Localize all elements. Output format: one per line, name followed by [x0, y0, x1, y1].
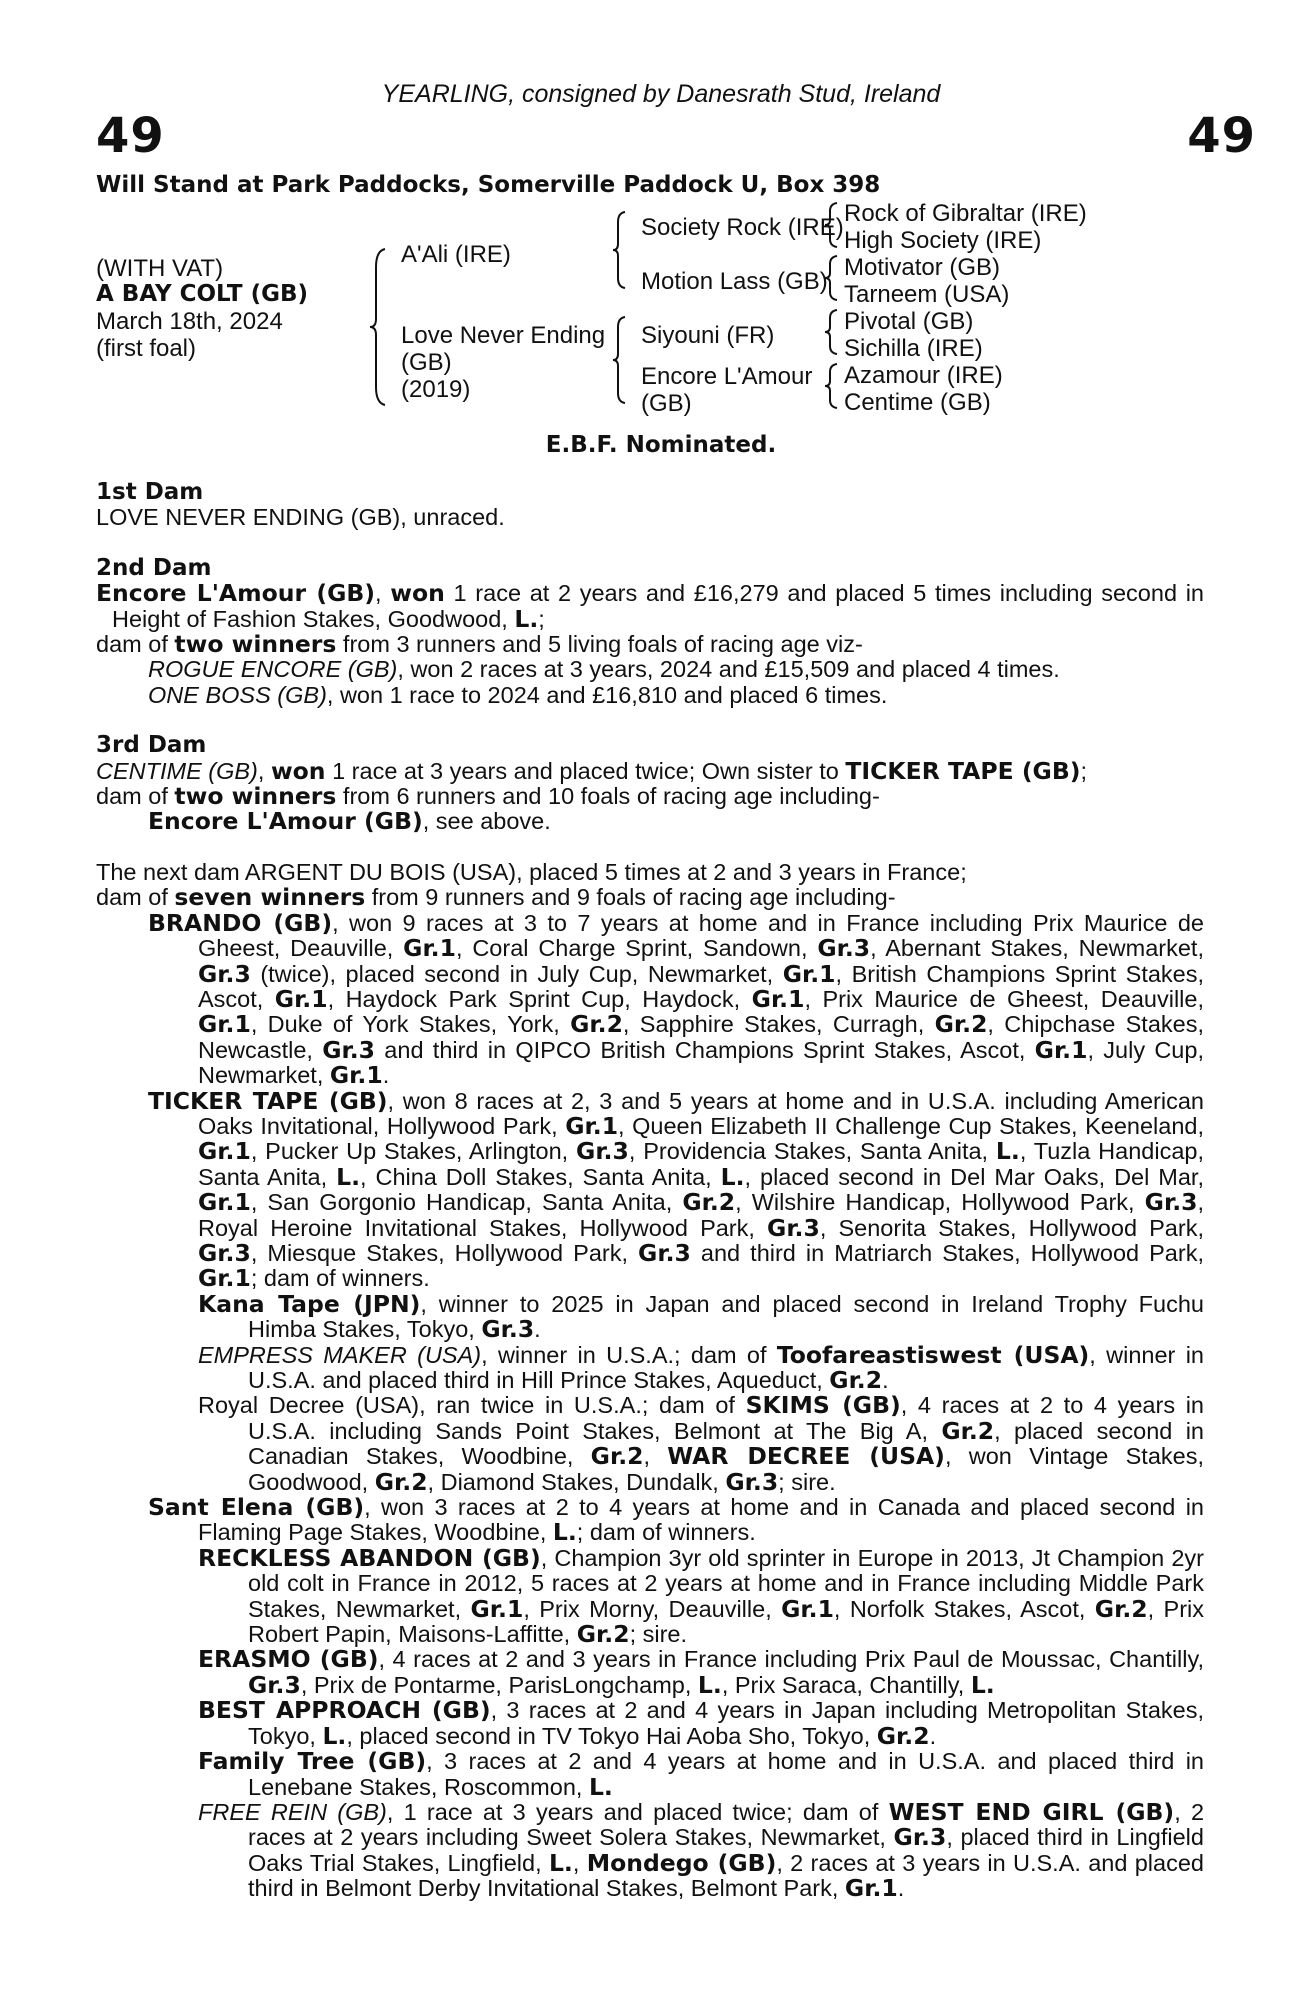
- second-dam-progeny-2: ONE BOSS (GB), won 1 race to 2024 and £16,810 and placed 6 times.: [148, 681, 888, 708]
- sire-name: A'Ali (IRE): [401, 241, 511, 268]
- text-segment: SKIMS (GB): [745, 1391, 901, 1420]
- gen3-sds: Motivator (GB): [844, 254, 1001, 281]
- horse-name: A BAY COLT (GB): [96, 281, 309, 307]
- text-segment: Gr.3: [1144, 1188, 1198, 1217]
- entry-best-approach: BEST APPROACH (GB), 3 races at 2 and 4 years in Japan including Metropolitan Stakes, Tokyo, L., placed second in TV Tokyo Hai Aoba Sho, Tokyo, Gr.2.: [198, 1696, 1205, 1750]
- text-segment: (twice), placed second in July Cup, Newmarket,: [250, 960, 783, 987]
- text-segment: , July Cup, Newmarket,: [198, 1036, 1204, 1089]
- text-segment: .: [882, 1367, 889, 1393]
- text-segment: , Champion 3yr old sprinter in Europe in 2013, Jt Champion 2yr old colt in France in 2012, 5 races at 2 years at home and in France including Middle Park Stakes, Newmarket,: [248, 1544, 1204, 1622]
- text-segment: , Abernant Stakes, Newmarket,: [870, 935, 1204, 962]
- text-segment: WAR DECREE (USA): [667, 1442, 945, 1471]
- text-segment: , Tuzla Handicap, Santa Anita,: [198, 1138, 1204, 1190]
- text-segment: ,: [643, 1443, 668, 1470]
- entry-royal-decree: [96, 1393, 1204, 1495]
- foaled-date: March 18th, 2024: [96, 308, 283, 335]
- text-segment: , Queen Elizabeth II Challenge Cup Stakes, Keeneland,: [618, 1112, 1205, 1139]
- text-segment: , winner in U.S.A. and placed third in Hill Prince Stakes, Aqueduct,: [248, 1341, 1204, 1393]
- text-segment: ,: [572, 1849, 587, 1876]
- text-segment: , won Vintage Stakes, Goodwood,: [248, 1443, 1204, 1495]
- text-segment: Gr.3: [638, 1238, 691, 1267]
- text-segment: Gr.2: [829, 1366, 883, 1394]
- gen3-ddd: Centime (GB): [844, 389, 991, 416]
- gen3-ssd: High Society (IRE): [844, 227, 1042, 254]
- entry-reckless-abandon: RECKLESS ABANDON (GB), Champion 3yr old sprinter in Europe in 2013, Jt Champion 2yr old colt in France in 2012, 5 races at 2 years at home and in France including Middle Park Stakes, Newmarket, Gr.1, Prix Morny, Deauville, Gr.1, Norfolk Stakes, Ascot, Gr.2, Prix Robert Papin, Maisons-Laffitte, Gr.2; sire.: [198, 1543, 1204, 1649]
- text-segment: Gr.1: [751, 984, 805, 1013]
- sire-sire: Society Rock (IRE): [641, 214, 844, 241]
- gen3-sdd: Tarneem (USA): [844, 281, 1010, 308]
- text-segment: Gr.1: [470, 1594, 524, 1623]
- text-segment: .: [382, 1062, 390, 1089]
- text-segment: Gr.2: [941, 1416, 995, 1445]
- entry-erasmo: ERASMO (GB), 4 races at 2 and 3 years in France including Prix Paul de Moussac, Chantilly, Gr.3, Prix de Pontarme, ParisLongchamp, L., Prix Saraca, Chantilly, L.: [198, 1645, 1204, 1699]
- text-segment: Gr.3: [198, 959, 251, 988]
- text-segment: and third in QIPCO British Champions Sprint Stakes, Ascot,: [375, 1036, 1035, 1063]
- text-segment: Gr.1: [274, 984, 328, 1013]
- entry-brando: BRANDO (GB), won 9 races at 3 to 7 years at home and in France including Prix Maurice de Gheest, Deauville, Gr.1, Coral Charge Sprint, Sandown, Gr.3, Abernant Stakes, Newmarket, Gr.3 (twice), placed second in July Cup, Newmarket, Gr.1, British Champions Sprint Stakes, Ascot, Gr.1, Haydock Park Sprint Cup, Haydock, Gr.1, Prix Maurice de Gheest, Deauville, Gr.1, Duke of York Stakes, York, Gr.2, Sapphire Stakes, Curragh, Gr.2, Chipchase Stakes, Newcastle, Gr.3 and third in QIPCO British Champions Sprint Stakes, Ascot, Gr.1, July Cup, Newmarket, Gr.1.: [148, 908, 1205, 1090]
- third-dam-title: 3rd Dam: [96, 732, 207, 759]
- text-segment: Gr.3: [725, 1467, 779, 1496]
- text-segment: L.: [995, 1137, 1020, 1166]
- text-segment: , Prix Maurice de Gheest, Deauville,: [804, 985, 1204, 1012]
- text-segment: Gr.3: [481, 1315, 535, 1344]
- next-dam-produce: dam of seven winners from 9 runners and 9 foals of racing age including-: [96, 883, 896, 912]
- text-segment: ; sire.: [629, 1621, 688, 1648]
- text-segment: , winner to 2025 in Japan and placed second in Ireland Trophy Fuchu Himba Stakes, Tokyo,: [248, 1290, 1204, 1343]
- text-segment: , Providencia Stakes, Santa Anita,: [628, 1138, 996, 1165]
- text-segment: Gr.1: [565, 1111, 619, 1140]
- text-segment: Gr.3: [322, 1035, 376, 1064]
- text-segment: Gr.3: [576, 1137, 629, 1166]
- text-segment: .: [929, 1722, 937, 1749]
- text-segment: Gr.3: [248, 1670, 301, 1699]
- second-dam-record: Encore L'Amour (GB), won 1 race at 2 years and £16,279 and placed 5 times including second in Height of Fashion Stakes, Goodwood, L.;: [96, 579, 1204, 633]
- text-segment: , 3 races at 2 and 4 years in Japan including Metropolitan Stakes, Tokyo,: [248, 1697, 1205, 1749]
- text-segment: , won 8 races at 2, 3 and 5 years at home and in U.S.A. including American Oaks Invitational, Hollywood Park,: [198, 1087, 1204, 1139]
- text-segment: , placed second in Canadian Stakes, Woodbine,: [248, 1417, 1204, 1470]
- text-segment: , placed third in Lingfield Oaks Trial Stakes, Lingfield,: [248, 1824, 1204, 1876]
- text-segment: , won 9 races at 3 to 7 years at home and in France including Prix Maurice de Gheest, Deauville,: [198, 909, 1204, 962]
- text-segment: , Coral Charge Sprint, Sandown,: [455, 935, 818, 962]
- lot-number-right: 49: [1187, 108, 1256, 164]
- text-segment: , Pucker Up Stakes, Arlington,: [250, 1138, 577, 1165]
- text-segment: L.: [720, 1162, 745, 1191]
- catalogue-body: [96, 480, 1204, 1902]
- text-segment: and third in Matriarch Stakes, Hollywood Park,: [690, 1239, 1204, 1266]
- text-segment: Toofareastiswest (USA): [776, 1340, 1090, 1369]
- third-dam-record: CENTIME (GB), won 1 race at 3 years and placed twice; Own sister to TICKER TAPE (GB);: [96, 756, 1088, 785]
- text-segment: , placed second in Del Mar Oaks, Del Mar,: [744, 1163, 1204, 1190]
- entry-kana-tape: Kana Tape (JPN), winner to 2025 in Japan and placed second in Ireland Trophy Fuchu Himba Stakes, Tokyo, Gr.3.: [198, 1289, 1204, 1344]
- text-segment: , China Doll Stakes, Santa Anita,: [360, 1163, 721, 1190]
- text-segment: , British Champions Sprint Stakes, Ascot,: [198, 960, 1205, 1012]
- text-segment: , Wilshire Handicap, Hollywood Park,: [735, 1189, 1145, 1216]
- catalogue-page: [96, 0, 1256, 2000]
- text-segment: Gr.3: [893, 1823, 947, 1852]
- text-segment: , Prix de Pontarme, ParisLongchamp,: [300, 1671, 698, 1698]
- entry-family-tree: Family Tree (GB), 3 races at 2 and 4 years at home and in U.S.A. and placed third in Lenebane Stakes, Roscommon, L.: [198, 1747, 1204, 1801]
- text-segment: , winner in U.S.A.; dam of: [481, 1341, 777, 1368]
- text-segment: L.: [697, 1670, 722, 1699]
- text-segment: Gr.2: [934, 1010, 988, 1039]
- text-segment: ; sire.: [778, 1468, 836, 1495]
- vat-note: (WITH VAT): [96, 255, 224, 282]
- text-segment: Gr.2: [570, 1010, 623, 1039]
- text-segment: Gr.1: [198, 1137, 251, 1166]
- text-segment: , Haydock Park Sprint Cup, Haydock,: [327, 985, 752, 1012]
- brace-gen2-dam: [611, 315, 627, 405]
- text-segment: , Prix Saraca, Chantilly,: [721, 1671, 971, 1698]
- sire-dam: Motion Lass (GB): [641, 268, 828, 295]
- text-segment: WEST END GIRL (GB): [888, 1797, 1175, 1826]
- text-segment: , Prix Morny, Deauville,: [523, 1595, 782, 1622]
- text-segment: Gr.3: [817, 934, 871, 963]
- second-dam-progeny-1: ROGUE ENCORE (GB), won 2 races at 3 years, 2024 and £15,509 and placed 4 times.: [148, 656, 1060, 683]
- text-segment: Gr.2: [590, 1442, 644, 1471]
- text-segment: , placed second in TV Tokyo Hai Aoba Sho, Tokyo,: [346, 1722, 877, 1749]
- dam-dam-line2: (GB): [641, 390, 692, 417]
- text-segment: , San Gorgonio Handicap, Santa Anita,: [250, 1189, 683, 1216]
- gen3-dds: Azamour (IRE): [844, 362, 1003, 389]
- second-dam-title: 2nd Dam: [96, 554, 212, 581]
- text-segment: Royal Decree (USA), ran twice in U.S.A.; dam of: [198, 1392, 746, 1419]
- gen3-dsd: Sichilla (IRE): [844, 335, 983, 362]
- text-segment: Gr.1: [198, 1188, 251, 1217]
- text-segment: Gr.1: [198, 1264, 251, 1293]
- text-segment: Mondego (GB): [586, 1848, 777, 1877]
- text-segment: L.: [548, 1848, 573, 1877]
- entry-sant-elena: Sant Elena (GB), won 3 races at 2 to 4 years at home and in Canada and placed second in Flaming Page Stakes, Woodbine, L.; dam of winners.: [148, 1493, 1204, 1547]
- text-segment: , 2 races at 3 years in U.S.A. and placed third in Belmont Derby Invitational Stakes, Belmont Park,: [248, 1849, 1204, 1902]
- text-segment: L.: [336, 1162, 360, 1191]
- entry-free-rein: FREE REIN (GB), 1 race at 3 years and placed twice; dam of WEST END GIRL (GB), 2 races at 2 years including Sweet Solera Stakes, Newmarket, Gr.3, placed third in Lingfield Oaks Trial Stakes, Lingfield, L., Mondego (GB), 2 races at 3 years in U.S.A. and placed third in Belmont Derby Invitational Stakes, Belmont Park, Gr.1.: [198, 1797, 1205, 1903]
- entry-empress-maker: EMPRESS MAKER (USA), winner in U.S.A.; dam of Toofareastiswest (USA), winner in U.S.A. and placed third in Hill Prince Stakes, Aqueduct, Gr.2.: [198, 1340, 1204, 1394]
- brace-gen1: [368, 247, 388, 407]
- consignment-line: YEARLING, consigned by Danesrath Stud, Ireland: [381, 80, 941, 108]
- text-segment: , 2 races at 2 years including Sweet Solera Stakes, Newmarket,: [248, 1798, 1205, 1851]
- text-segment: .: [534, 1316, 541, 1343]
- text-segment: , Miesque Stakes, Hollywood Park,: [250, 1239, 639, 1266]
- text-segment: Gr.1: [198, 1010, 251, 1039]
- gen3-sss: Rock of Gibraltar (IRE): [844, 200, 1087, 227]
- stand-location: Will Stand at Park Paddocks, Somerville Paddock U, Box 398: [96, 172, 881, 198]
- text-segment: , Senorita Stakes, Hollywood Park,: [819, 1214, 1204, 1241]
- foal-note: (first foal): [96, 335, 197, 362]
- lot-number-left: 49: [96, 108, 165, 164]
- text-segment: , Chipchase Stakes, Newcastle,: [198, 1011, 1205, 1063]
- first-dam-text: LOVE NEVER ENDING (GB), unraced.: [96, 504, 505, 531]
- text-segment: Gr.3: [767, 1213, 820, 1242]
- text-segment: Gr.2: [1094, 1594, 1148, 1623]
- text-segment: L.: [588, 1772, 613, 1801]
- text-segment: , Duke of York Stakes, York,: [250, 1011, 571, 1038]
- brace-gen3-b: [823, 254, 839, 302]
- entry-ticker-tape: TICKER TAPE (GB), won 8 races at 2, 3 and 5 years at home and in U.S.A. including American Oaks Invitational, Hollywood Park, Gr.1, Queen Elizabeth II Challenge Cup Stakes, Keeneland, Gr.1, Pucker Up Stakes, Arlington, Gr.3, Providencia Stakes, Santa Anita, L., Tuzla Handicap, Santa Anita, L., China Doll Stakes, Santa Anita, L., placed second in Del Mar Oaks, Del Mar, Gr.1, San Gorgonio Handicap, Santa Anita, Gr.2, Wilshire Handicap, Hollywood Park, Gr.3, Royal Heroine Invitational Stakes, Hollywood Park, Gr.3, Senorita Stakes, Hollywood Park, Gr.3, Miesque Stakes, Hollywood Park, Gr.3 and third in Matriarch Stakes, Hollywood Park, Gr.1; dam of winners.: [148, 1086, 1205, 1293]
- third-dam-produce: dam of two winners from 6 runners and 10 foals of racing age including-: [96, 782, 880, 811]
- next-dam-intro: The next dam ARGENT DU BOIS (USA), placed 5 times at 2 and 3 years in France;: [96, 858, 967, 885]
- text-segment: Gr.2: [682, 1188, 736, 1217]
- text-segment: Gr.1: [844, 1874, 898, 1903]
- third-dam-progeny-1: Encore L'Amour (GB), see above.: [148, 807, 551, 836]
- text-segment: Gr.2: [576, 1620, 630, 1649]
- gen3-dss: Pivotal (GB): [844, 308, 974, 335]
- text-segment: Gr.1: [782, 959, 836, 988]
- dam-dam-line1: Encore L'Amour: [641, 363, 813, 390]
- brace-gen3-c: [823, 308, 839, 356]
- text-segment: , Royal Heroine Invitational Stakes, Hollywood Park,: [198, 1189, 1205, 1241]
- text-segment: , 4 races at 2 to 4 years in U.S.A. including Sands Point Stakes, Belmont at The Big A,: [248, 1392, 1204, 1444]
- text-segment: ; dam of winners.: [576, 1519, 756, 1546]
- text-segment: , Prix Robert Papin, Maisons-Laffitte,: [248, 1595, 1204, 1648]
- text-segment: L.: [970, 1670, 995, 1699]
- dam-sire: Siyouni (FR): [641, 322, 775, 349]
- dam-name-line1: Love Never Ending: [401, 322, 606, 349]
- text-segment: ; dam of winners.: [250, 1265, 430, 1292]
- text-segment: L.: [552, 1518, 577, 1547]
- ebf-nominated: E.B.F. Nominated.: [545, 432, 777, 458]
- first-dam-title: 1st Dam: [96, 479, 204, 505]
- text-segment: Gr.1: [1034, 1035, 1088, 1064]
- text-segment: , Norfolk Stakes, Ascot,: [833, 1595, 1095, 1622]
- second-dam-produce: dam of two winners from 3 runners and 5 living foals of racing age viz-: [96, 630, 863, 659]
- text-segment: Gr.2: [876, 1721, 930, 1750]
- text-segment: , 4 races at 2 and 3 years in France including Prix Paul de Moussac, Chantilly,: [378, 1646, 1204, 1673]
- text-segment: , 1 race at 3 years and placed twice; dam of: [386, 1798, 889, 1825]
- text-segment: Gr.1: [329, 1061, 383, 1090]
- dam-name-line2: (GB): [401, 349, 452, 376]
- text-segment: , won 3 races at 2 to 4 years at home and in Canada and placed second in Flaming Page Stakes, Woodbine,: [198, 1494, 1204, 1546]
- text-segment: , 3 races at 2 and 4 years at home and in U.S.A. and placed third in Lenebane Stakes, Roscommon,: [248, 1748, 1204, 1800]
- dam-name-line3: (2019): [401, 376, 471, 403]
- text-segment: L.: [322, 1721, 347, 1750]
- text-segment: Gr.3: [198, 1238, 251, 1267]
- text-segment: , Diamond Stakes, Dundalk,: [427, 1468, 726, 1495]
- text-segment: , Sapphire Stakes, Curragh,: [622, 1011, 935, 1038]
- brace-gen2-sire: [611, 210, 627, 290]
- text-segment: Gr.1: [403, 934, 456, 963]
- brace-gen3-d: [823, 362, 839, 410]
- text-segment: Gr.1: [781, 1594, 834, 1623]
- brace-gen3-a: [823, 201, 839, 249]
- text-segment: Gr.2: [374, 1467, 428, 1496]
- text-segment: .: [897, 1875, 905, 1902]
